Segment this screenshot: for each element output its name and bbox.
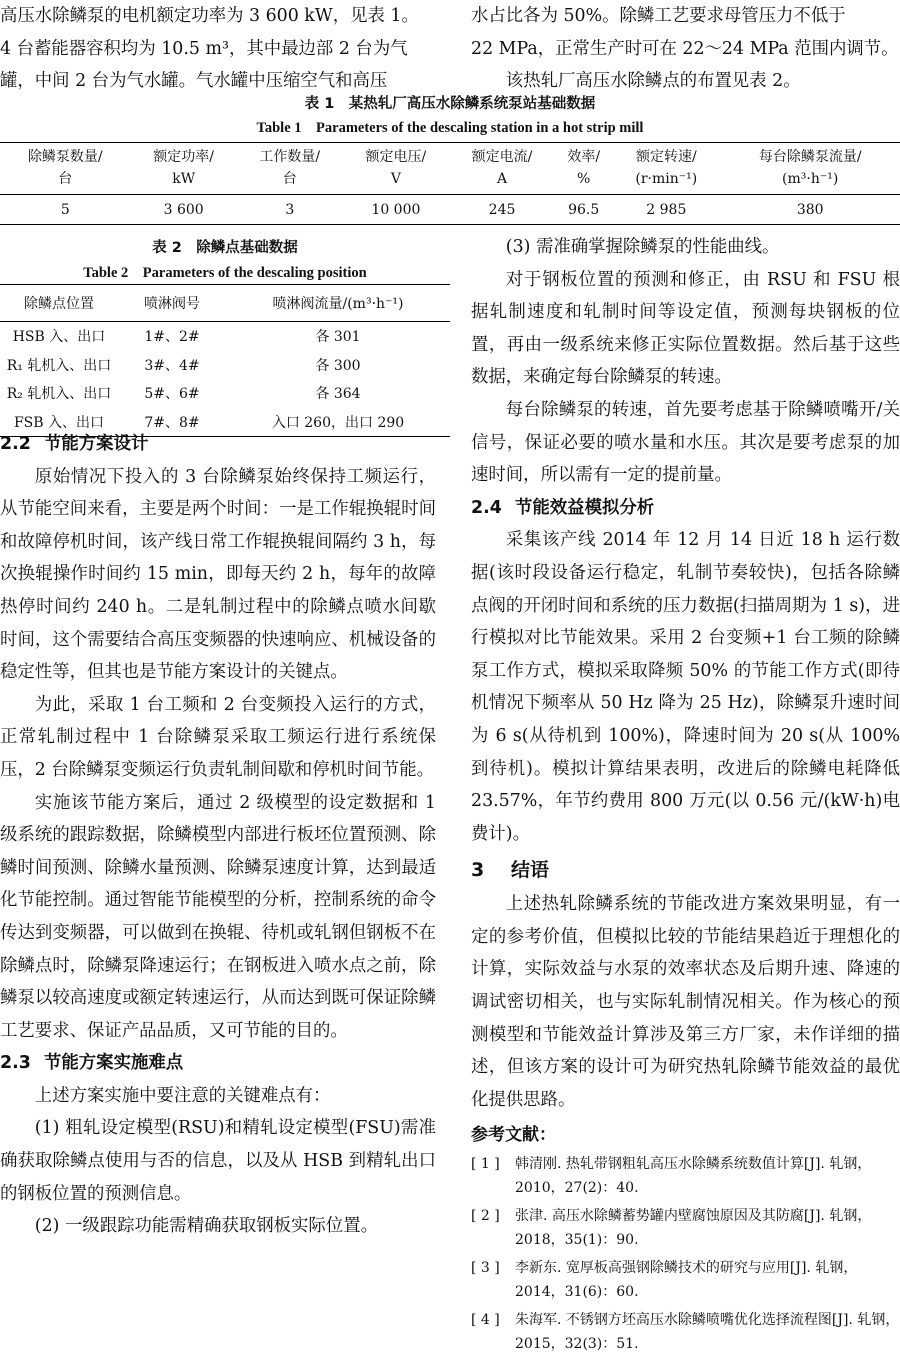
table1-header: 每台除鳞泵流量/ (m³·h⁻¹) [720,143,900,195]
table2-cell: 各 364 [315,386,361,403]
reference-item: [ 3 ] 李新东. 宽厚板高强钢除鳞技术的研究与应用[J]. 轧钢，2014，31(6)：60. [471,1260,858,1301]
table2-header: 除鳞点位置 [0,285,118,322]
table1-header: 额定电压/ V [343,143,449,195]
table1-cell: 96.5 [568,202,600,218]
table1-cell: 2 985 [646,202,687,218]
paragraph: (2) 一级跟踪功能需精确获取钢板实际位置。 [34,1216,378,1237]
table2-header-row [0,285,450,322]
table2-cell: HSB 入、出口 [12,329,106,346]
table2-cell: 7#、8# [144,414,200,431]
table2-cell: R₁ 轧机入、出口 [6,357,112,374]
table1-header: 工作数量/ 台 [237,143,343,195]
table1 [0,142,900,225]
paragraph: (1) 粗轧设定模型(RSU)和精轧设定模型(FSU)需准确获取除鳞点使用与否的信息，以及从 HSB 到精轧出口的钢板位置的预测信息。 [0,1118,436,1204]
paragraph: 对于钢板位置的预测和修正，由 RSU 和 FSU 根据轧制速度和轧制时间等设定值，预测每块钢板的位置，再由一级系统来修正实际位置数据。然后基于这些数据，来确定每台除鳞泵的转速。 [471,269,900,388]
table2-caption-en: Table 2 Parameters of the descaling position [83,265,367,281]
table2-cell: R₂ 轧机入、出口 [6,386,112,403]
table2-cell: 1#、2# [144,329,200,346]
table2-cell: 5#、6# [144,386,200,403]
table2-cell: 各 300 [315,357,361,374]
table1-row [0,195,900,225]
top-right-line: 该热轧厂高压水除鳞点的布置见表 2。 [505,71,801,92]
top-left-line: 罐，中间 2 台为气水罐。气水罐中压缩空气和高压 [0,71,388,92]
table1-caption-en: Table 1 Parameters of the descaling station in a hot strip mill [256,120,644,136]
reference-item: [ 1 ] 韩清刚. 热轧带钢粗轧高压水除鳞系统数值计算[J]. 轧钢，2010，27(2)：40. [471,1156,872,1197]
table2-header: 喷淋阀流量/(m³·h⁻¹) [226,285,450,322]
paragraph: 上述热轧除鳞系统的节能改进方案效果明显，有一定的参考价值，但模拟比较的节能结果趋近于理想化的计算，实际效益与水泵的效率状态及后期升速、降速的调试密切相关，也与实际轧制情况相关。作为核心的预测模型和节能效益计算涉及第三方厂家，未作详细的描述，但该方案的设计可为研究热轧除鳞节能效益的最优化提供思路。 [471,894,900,1110]
table2 [0,284,450,437]
table1-cell: 3 [285,202,295,218]
table1-cell: 10 000 [371,202,421,218]
top-left-text [0,0,436,98]
table2-cell: 入口 260，出口 290 [271,414,405,431]
table2-cell: FSB 入、出口 [13,414,105,431]
top-right-line: 水占比各为 50%。除鳞工艺要求母管压力不低于 [471,6,846,26]
table2-caption-cn: 表 2 除鳞点基础数据 [152,240,298,256]
table2-cell: 各 301 [315,329,361,346]
references-heading: 参考文献： [471,1125,556,1146]
table2-row [0,379,450,408]
paragraph: 采集该产线 2014 年 12 月 14 日近 18 h 运行数据(该时段设备运行稳定，轧制节奏较快)，包括各除鳞点阀的开闭时间和系统的压力数据(扫描周期为 1 s)，进行模拟对比节能效果。采用 2 台变频+1 台工频的除鳞泵工作方式，模拟采取降频 50% 的节能工作方式(即待机情况下频率从 50 Hz 降为 25 Hz)，除鳞泵升速时间为 6 s(从待机到 100%)，降速时间为 20 s(从 100% 到待机)。模拟计算结果表明，改进后的除鳞电耗降低 23.57%，年节约费用 800 万元(以 0.56 元/(kW·h)电费计)。 [471,530,900,844]
table1-header: 效率/ % [555,143,612,195]
paragraph: 为此，采取 1 台工频和 2 台变频投入运行的方式，正常轧制过程中 1 台除鳞泵采取工频运行进行系统保压，2 台除鳞泵变频运行负责轧制间歇和停机时间节能。 [0,694,436,780]
paragraph: (3) 需准确掌握除鳞泵的性能曲线。 [505,237,780,257]
table1-cell: 380 [796,202,824,218]
table1-header: 额定电流/ A [449,143,555,195]
section-2-2-heading: 2.2 节能方案设计 [0,434,149,454]
left-column [0,428,436,1243]
table2-cell: 3#、4# [144,357,200,374]
top-right-line: 22 MPa，正常生产时可在 22～24 MPa 范围内调节。 [471,38,899,59]
reference-item: [ 2 ] 张津. 高压水除鳞蓄势罐内壁腐蚀原因及其防腐[J]. 轧钢，2018，35(1)：90. [471,1208,872,1249]
right-column [471,231,900,1360]
section-2-4-heading: 2.4 节能效益模拟分析 [471,497,655,518]
paragraph: 实施该节能方案后，通过 2 级模型的设定数据和 1 级系统的跟踪数据，除鳞模型内部进行板坯位置预测、除鳞时间预测、除鳞水量预测、除鳞泵速度计算，达到最适化节能控制。通过智能节能模型的分析，控制系统的命令传达到变频器，可以做到在换辊、待机或轧钢但钢板不在除鳞点时，除鳞泵降速运行；在钢板进入喷水点之前，除鳞泵以较高速度或额定转速运行，从而达到既可保证除鳞工艺要求、保证产品品质，又可节能的目的。 [0,792,436,1041]
top-left-line: 高压水除鳞泵的电机额定功率为 3 600 kW，见表 1。 [0,6,419,26]
paragraph: 每台除鳞泵的转速，首先要考虑基于除鳞喷嘴开/关信号，保证必要的喷水量和水压。其次是要考虑泵的加速时间，所以需有一定的提前量。 [471,399,900,486]
section-3-heading: 3 结语 [471,859,550,882]
paragraph: 原始情况下投入的 3 台除鳞泵始终保持工频运行，从节能空间来看，主要是两个时间：一是工作辊换辊时间和故障停机时间，该产线日常工作辊换辊间隔约 3 h，每次换辊操作时间约 15 min，即每天约 2 h，每年的故障热停时间约 240 h。二是轧制过程中的除鳞点喷水间歇时间，这个需要结合高压变频器的快速响应、机械设备的稳定性等，但其也是节能方案设计的关键点。 [0,466,436,683]
table1-cell: 5 [60,202,70,218]
section-2-3-heading: 2.3 节能方案实施难点 [0,1053,184,1074]
top-left-line: 4 台蓄能器容积均为 10.5 m³，其中最边部 2 台为气 [0,38,408,59]
table2-row [0,351,450,380]
paragraph: 上述方案实施中要注意的关键难点有： [34,1085,331,1106]
table2-header: 喷淋阀号 [118,285,226,322]
table2-row [0,322,450,351]
top-right-text [471,0,900,98]
table1-header: 除鳞泵数量/ 台 [0,143,131,195]
table1-header-row [0,143,900,195]
table1-caption-cn: 表 1 某热轧厂高压水除鳞系统泵站基础数据 [304,96,596,112]
reference-item: [ 4 ] 朱海军. 不锈钢方坯高压水除鳞喷嘴优化选择流程图[J]. 轧钢，2015，32(3)：51. [471,1312,900,1353]
table1-header: 额定转速/ (r·min⁻¹) [612,143,720,195]
table1-cell: 245 [488,202,516,218]
table1-cell: 3 600 [163,202,204,218]
table1-header: 额定功率/ kW [131,143,237,195]
